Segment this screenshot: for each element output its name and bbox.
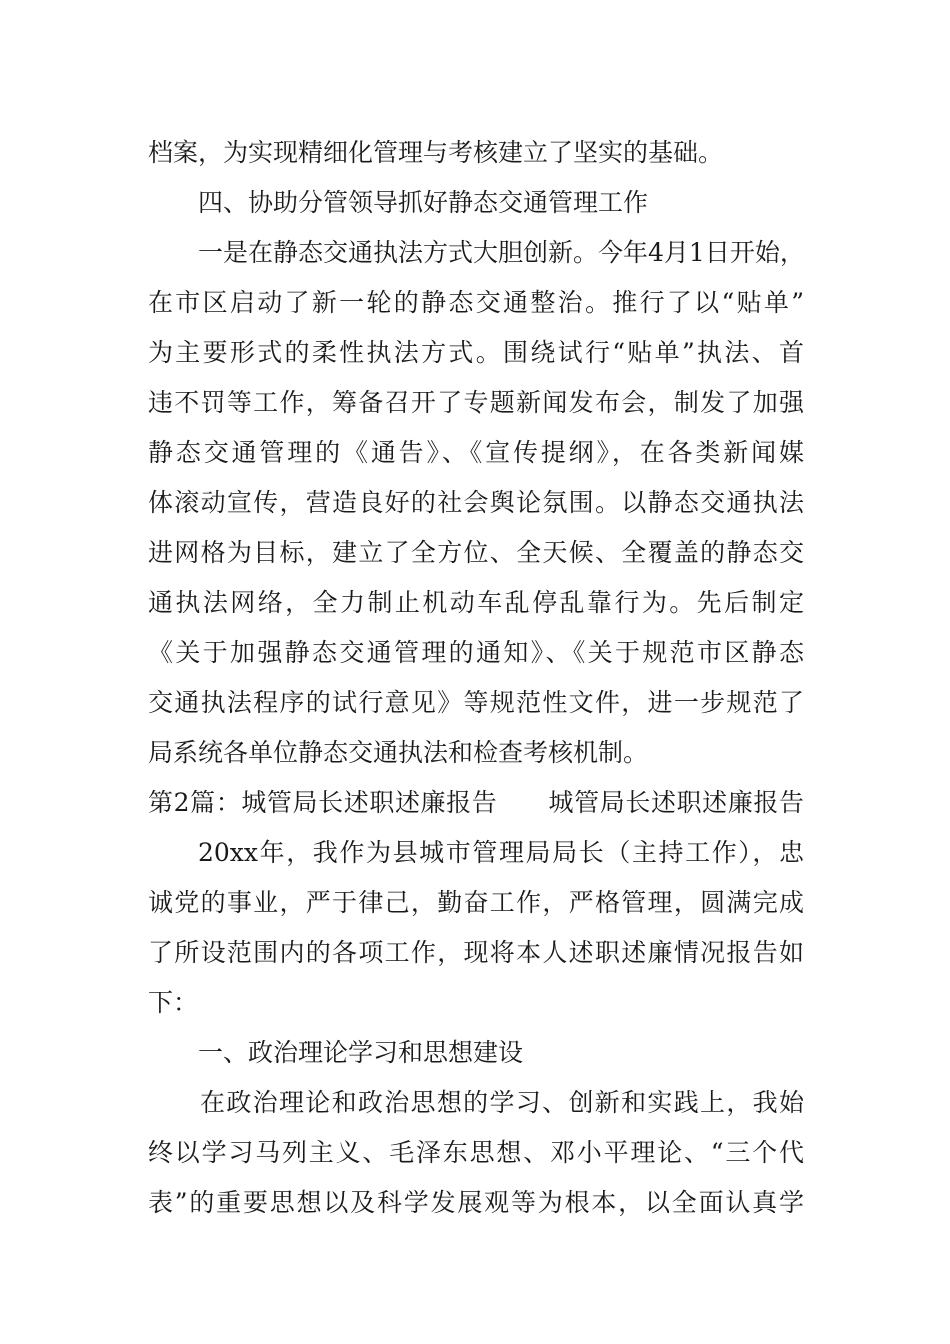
section-heading: 四、协助分管领导抓好静态交通管理工作 [198,188,649,217]
text-line: 在政治理论和政治思想的学习、创新和实践上，我始 [200,1088,804,1117]
text-line: 20xx年，我作为县城市管理局局长（主持工作），忠 [198,838,804,867]
text-line: 交通执法程序的试行意见》等规范性文件，进一步规范了 [148,688,804,717]
text-line: 静态交通管理的《通告》、《宣传提纲》，在各类新闻媒 [148,438,804,467]
text-line: 下： [148,988,199,1017]
text-line: 档案，为实现精细化管理与考核建立了坚实的基础。 [148,138,724,167]
text-line: 局系统各单位静态交通执法和检查考核机制。 [148,738,649,767]
text-line: 违不罚等工作，筹备召开了专题新闻发布会，制发了加强 [148,388,804,417]
text-line: 终以学习马列主义、毛泽东思想、邓小平理论、“三个代 [148,1138,804,1167]
text-line: 在市区启动了新一轮的静态交通整治。推行了以“贴单” [148,288,804,317]
section-heading: 一、政治理论学习和思想建设 [198,1038,524,1067]
text-line: 诚党的事业，严于律己，勤奋工作，严格管理，圆满完成 [148,888,804,917]
text-line: 一是在静态交通执法方式大胆创新。今年4月1日开始， [198,238,805,267]
text-line: 通执法网络，全力制止机动车乱停乱靠行为。先后制定 [148,588,804,617]
text-line: 表”的重要思想以及科学发展观等为根本，以全面认真学 [148,1188,804,1217]
text-line: 《关于加强静态交通管理的通知》、《关于规范市区静态 [148,638,804,667]
text-line: 体滚动宣传，营造良好的社会舆论氛围。以静态交通执法 [148,488,804,517]
text-line: 了所设范围内的各项工作，现将本人述职述廉情况报告如 [148,938,804,967]
text-line: 进网格为目标，建立了全方位、全天候、全覆盖的静态交 [148,538,804,567]
text-line: 为主要形式的柔性执法方式。围绕试行“贴单”执法、首 [148,338,804,367]
article-heading: 第2篇：城管局长述职述廉报告 城管局长述职述廉报告 [148,788,804,817]
